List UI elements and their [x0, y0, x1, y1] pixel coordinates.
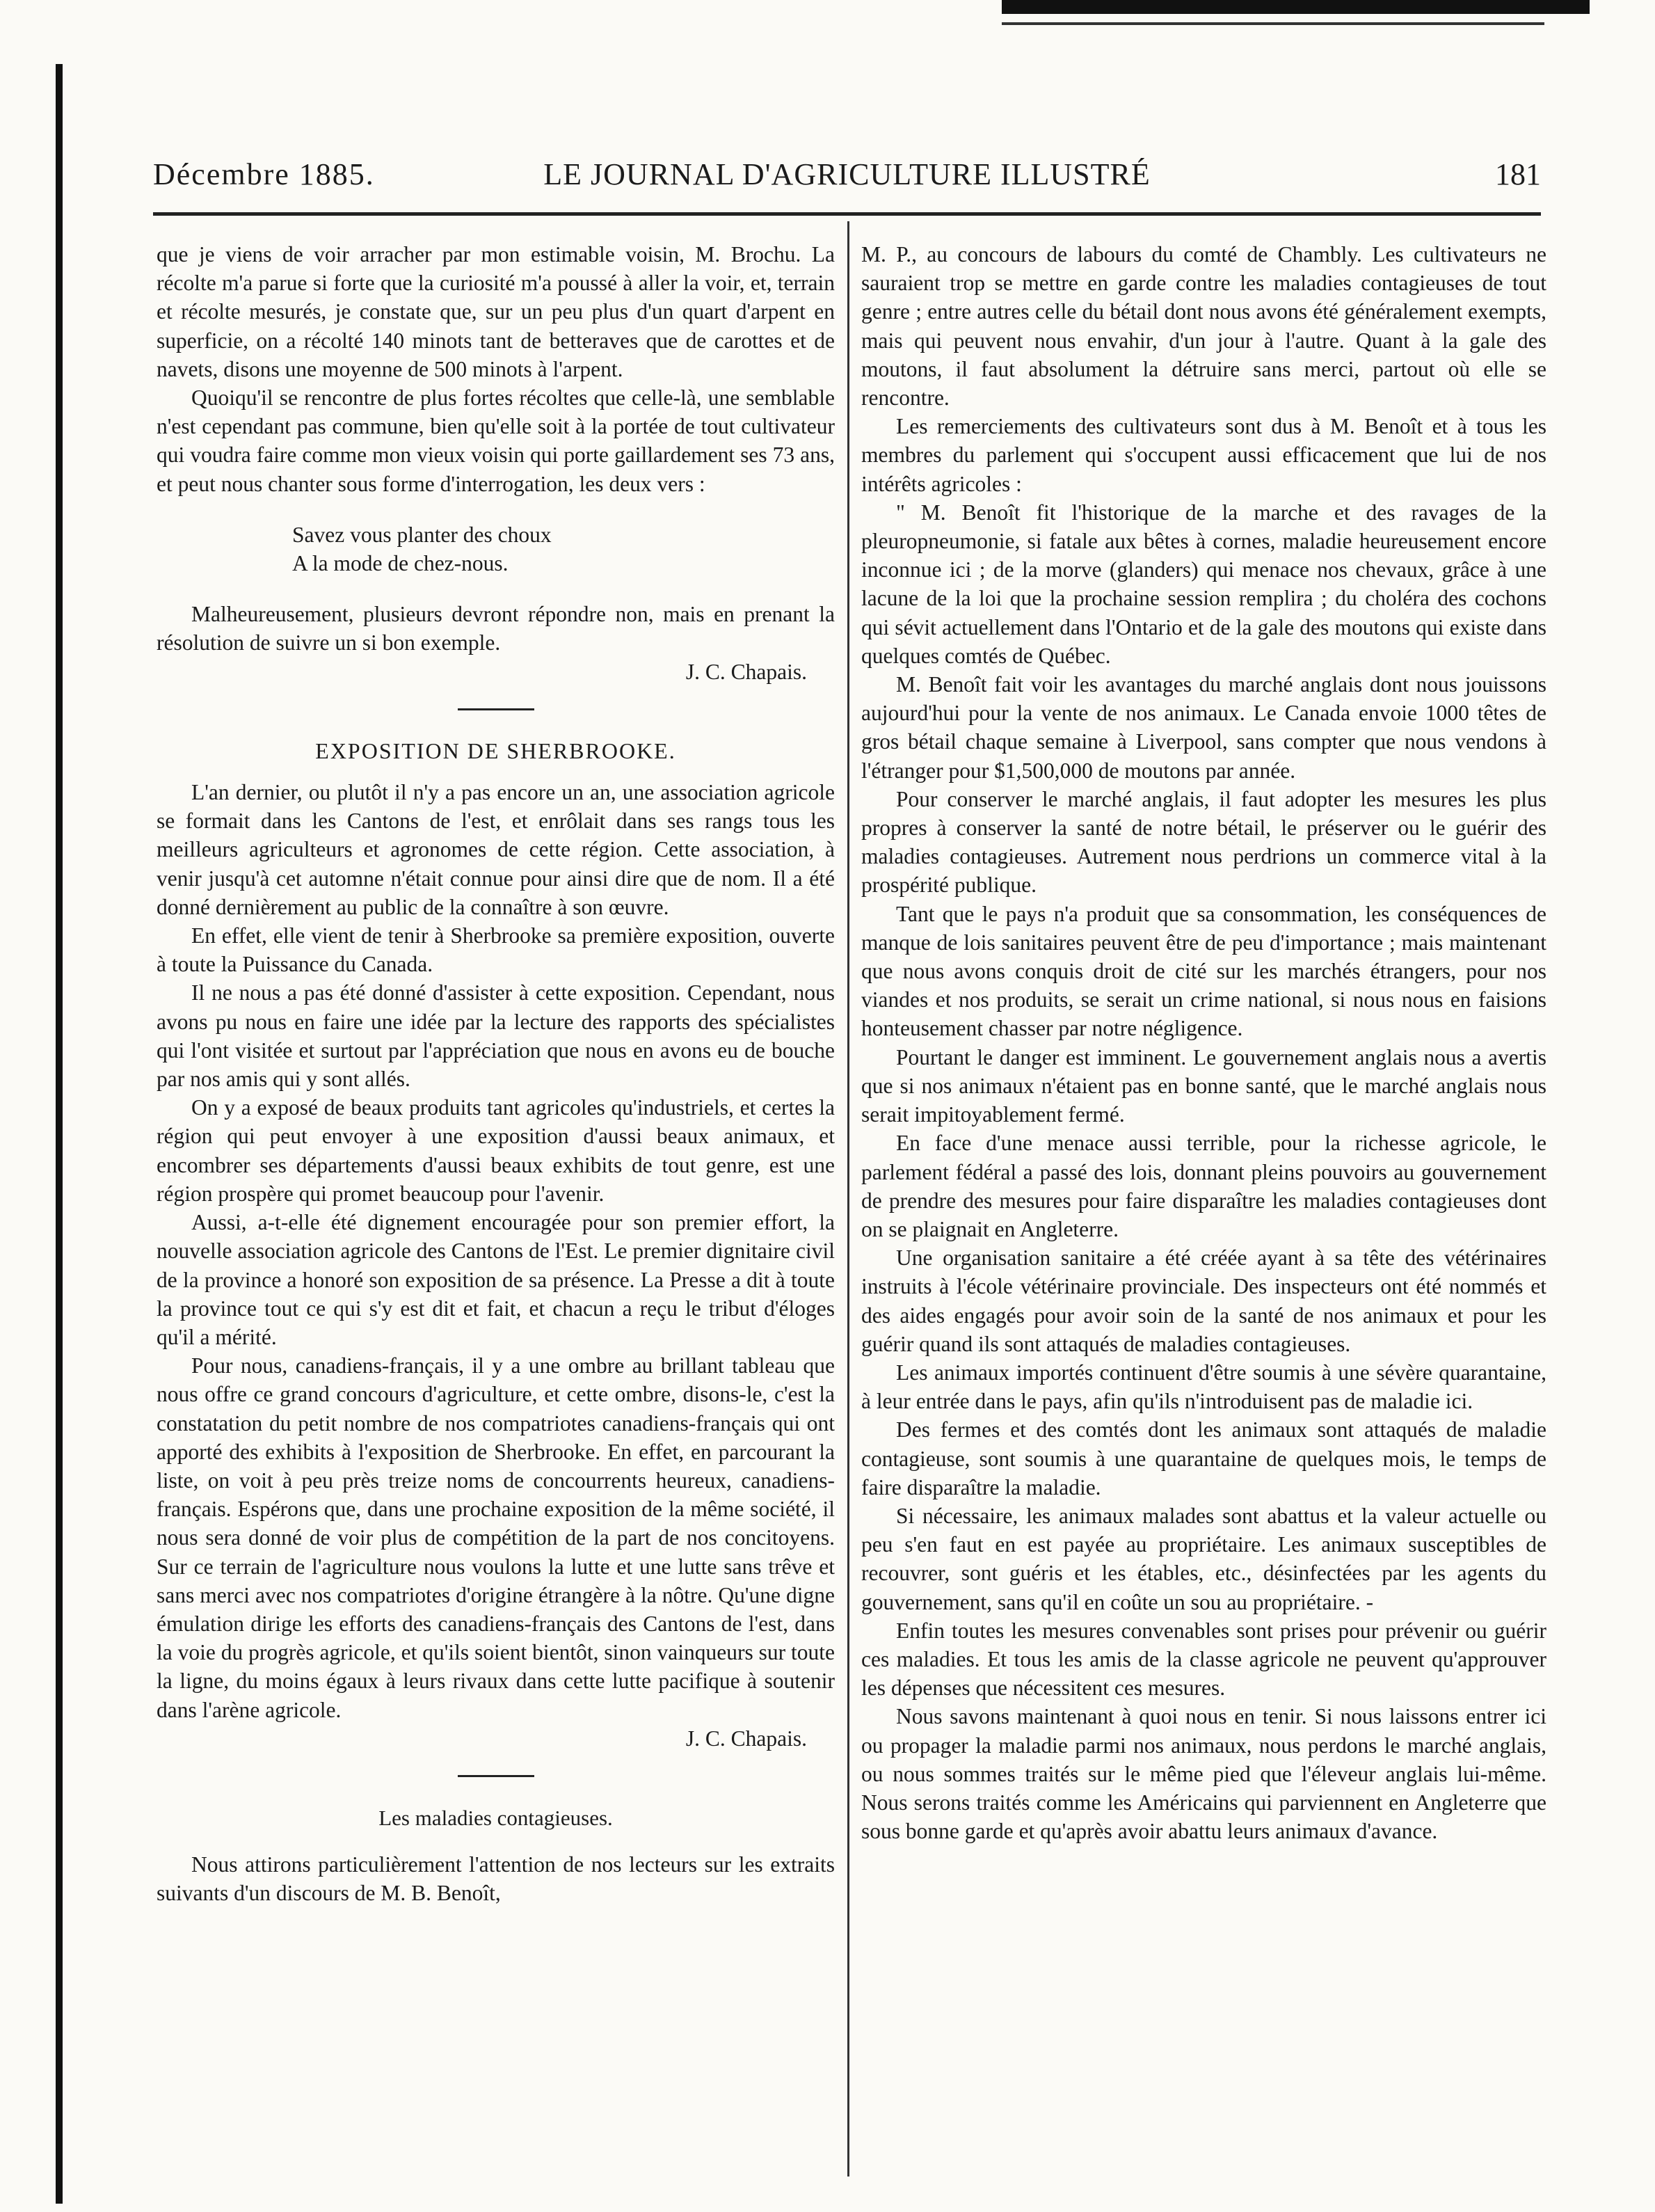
paragraph: Les animaux importés continuent d'être soumis à une sévère quarantaine, à leur entrée dans le pays, afin qu'ils n'introduisent pas de maladie ici.	[861, 1360, 1546, 1414]
page-binding-edge	[56, 64, 63, 2204]
paragraph: que je viens de voir arracher par mon estimable voisin, M. Brochu. La récolte m'a parue si forte que la curiosité m'a poussé à aller la voir, et, terrain et récolte mesurés, je constate que, sur un peu plus d'un quart d'arpent en superficie, on a récolté 140 minots tant de betteraves que de carottes et de navets, disons une moyenne de 500 minots à l'arpent.	[157, 242, 835, 381]
paragraph: Pourtant le danger est imminent. Le gouvernement anglais nous a avertis que si nos animaux n'étaient pas en bonne santé, que le marché anglais nous serait impitoyablement fermé.	[861, 1044, 1546, 1127]
paragraph: Il ne nous a pas été donné d'assister à cette exposition. Cependant, nous avons pu nous en faire une idée par la lecture des rapports des spécialistes qui l'ont visitée et surtout par l'appréciation que nous en avons eu de bouche par nos amis qui y sont allés.	[157, 980, 835, 1092]
right-column	[861, 240, 1546, 1845]
journal-title: LE JOURNAL D'AGRICULTURE ILLUSTRÉ	[543, 157, 1151, 191]
top-decorative-rule	[1002, 0, 1590, 14]
paragraph: Les remerciements des cultivateurs sont dus à M. Benoît et à tous les membres du parlement qui s'occupent aussi efficacement que lui de nos intérêts agricoles :	[861, 414, 1546, 496]
section-separator	[458, 708, 534, 710]
verse-line: A la mode de chez-nous.	[292, 551, 509, 576]
paragraph: L'an dernier, ou plutôt il n'y a pas encore un an, une association agricole se formait dans les Cantons de l'est, et enrôlait dans ses rangs tous les meilleurs agriculteurs et agronomes de cette région. Cette association, à venir jusqu'à cet automne n'était connue pour ainsi dire que de nom. Il a été donné dernièrement au public de la connaître à son œuvre.	[157, 780, 835, 919]
paragraph: En effet, elle vient de tenir à Sherbrooke sa première exposition, ouverte à toute la Puissance du Canada.	[157, 923, 835, 977]
section-title: Les maladies contagieuses.	[378, 1805, 613, 1830]
signature: J. C. Chapais.	[685, 1726, 807, 1751]
top-thin-rule	[1002, 22, 1544, 25]
paragraph: Nous savons maintenant à quoi nous en tenir. Si nous laissons entrer ici ou propager la maladie parmi nos animaux, nous perdons le marché anglais, ou nous sommes traités sur le même pied que l'éleveur anglais lui-même. Nous serons traités comme les Américains qui parviennent en Angleterre que sous bonne garde et qu'après avoir abattu leurs animaux d'avance.	[861, 1704, 1546, 1844]
page-header	[153, 150, 1541, 198]
paragraph: On y a exposé de beaux produits tant agricoles qu'industriels, et certes la région qui peut envoyer à une exposition d'aussi beaux animaux, et encombrer ses départements d'aussi beaux exhibits de tout genre, est une région prospère qui promet beaucoup pour l'avenir.	[157, 1095, 835, 1206]
paragraph: Tant que le pays n'a produit que sa consommation, les conséquences de manque de lois sanitaires peuvent être de peu d'importance ; mais maintenant que nous avons conquis droit de cité sur les marchés étrangers, pour nos viandes et nos produits, se serait un crime national, si nous nous en faisions honteusement chasser par notre négligence.	[861, 901, 1546, 1041]
paragraph: En face d'une menace aussi terrible, pour la richesse agricole, le parlement fédéral a passé des lois, donnant pleins pouvoirs au gouvernement de prendre des mesures pour faire disparaître les maladies contagieuses dont on se plaignait en Angleterre.	[861, 1131, 1546, 1241]
paragraph: Enfin toutes les mesures convenables sont prises pour prévenir ou guérir ces maladies. Et tous les amis de la classe agricole ne peuvent qu'approuver les dépenses que nécessitent ces mesures.	[861, 1618, 1546, 1701]
verse	[292, 520, 835, 578]
paragraph: Des fermes et des comtés dont les animaux sont attaqués de maladie contagieuse, sont soumis à une quarantaine de quelques mois, le temps de faire disparaître la maladie.	[861, 1417, 1546, 1499]
paragraph: Aussi, a-t-elle été dignement encouragée pour son premier effort, la nouvelle association agricole des Cantons de l'Est. Le premier dignitaire civil de la province a honoré son exposition de sa présence. La Presse a dit à toute la province tout ce qui s'y est dit et fait, et chacun a reçu le tribut d'éloges qu'il a mérité.	[157, 1210, 835, 1349]
paragraph: M. P., au concours de labours du comté de Chambly. Les cultivateurs ne sauraient trop se mettre en garde contre les maladies contagieuses de tout genre ; entre autres celle du bétail dont nous avons été généralement exempts, mais qui peuvent nous envahir, d'un jour à l'autre. Quant à la gale des moutons, il faut absolument la détruire sans merci, partout où elle se rencontre.	[861, 242, 1546, 411]
header-rule	[153, 212, 1541, 216]
signature: J. C. Chapais.	[685, 659, 807, 684]
paragraph: Si nécessaire, les animaux malades sont abattus et la valeur actuelle ou peu s'en faut en est payée au propriétaire. Les animaux susceptibles de recouvrer, sont guéris et les étables, etc., désinfectées par les agents du gouvernement, sans qu'il en coûte un sou au propriétaire. -	[861, 1503, 1546, 1614]
section-separator	[458, 1775, 534, 1777]
paragraph: Malheureusement, plusieurs devront répondre non, mais en prenant la résolution de suivre un si bon exemple.	[157, 602, 835, 655]
paragraph: Quoiqu'il se rencontre de plus fortes récoltes que celle-là, une semblable n'est cependant pas commune, bien qu'elle soit à la portée de tout cultivateur qui voudra faire comme mon vieux voisin qui porte gaillardement ses 73 ans, et peut nous chanter sous forme d'interrogation, les deux vers :	[157, 385, 835, 496]
paragraph: M. Benoît fait voir les avantages du marché anglais dont nous jouissons aujourd'hui pour la vente de nos animaux. Le Canada envoie 1000 têtes de gros bétail chaque semaine à Liverpool, sans compter que nous vendons à l'étranger pour $1,500,000 de moutons par année.	[861, 672, 1546, 783]
paragraph: Pour nous, canadiens-français, il y a une ombre au brillant tableau que nous offre ce grand concours d'agriculture, et cette ombre, disons-le, c'est la constatation du petit nombre de nos compatriotes canadiens-français qui ont apporté des exhibits à l'exposition de Sherbrooke. En effet, en parcourant la liste, on voit à peu près treize noms de concourrents heureux, canadiens-français. Espérons que, dans une prochaine exposition de la même société, il nous sera donné de voir plus de compétition de la part de nos concitoyens. Sur ce terrain de l'agriculture nous voulons la lutte et une lutte sans trêve et sans merci avec nos compatriotes d'origine étrangère à la nôtre. Qu'une digne émulation dirige les efforts des canadiens-français des Cantons de l'est, dans la voie du progrès agricole, et qu'ils soient bientôt, sinon vainqueurs sur toute la ligne, du moins égaux à leurs rivaux dans cette lutte pacifique à soutenir dans l'arène agricole.	[157, 1353, 835, 1722]
paragraph: Une organisation sanitaire a été créée ayant à sa tête des vétérinaires instruits à l'école vétérinaire provinciale. Des inspecteurs ont été nommés et des aides engagés pour avoir soin de la santé de nos animaux et pour les guérir quand ils sont attaqués de maladies contagieuses.	[861, 1246, 1546, 1356]
left-column	[157, 240, 835, 1908]
page-number: 181	[1495, 157, 1541, 191]
verse-line: Savez vous planter des choux	[292, 522, 552, 547]
section-title: EXPOSITION DE SHERBROOKE.	[315, 738, 676, 763]
paragraph: Pour conserver le marché anglais, il faut adopter les mesures les plus propres à conserver la santé de notre bétail, le préserver ou le guérir des maladies contagieuses. Autrement nous perdrions un commerce vital à la prospérité publique.	[861, 786, 1546, 898]
header-date: Décembre 1885.	[153, 157, 375, 191]
column-divider	[847, 221, 849, 2177]
paragraph: Nous attirons particulièrement l'attention de nos lecteurs sur les extraits suivants d'un discours de M. B. Benoît,	[157, 1852, 835, 1906]
paragraph: " M. Benoît fit l'historique de la marche et des ravages de la pleuropneumonie, si fatale aux bêtes à cornes, maladie heureusement encore inconnue ici ; de la morve (glanders) qui menace nos chevaux, grâce à une lacune de la loi que la prochaine session remplira ; du choléra des cochons qui sévit actuellement dans l'Ontario et de la gale des moutons qui existe dans quelques comtés de Québec.	[861, 500, 1546, 668]
